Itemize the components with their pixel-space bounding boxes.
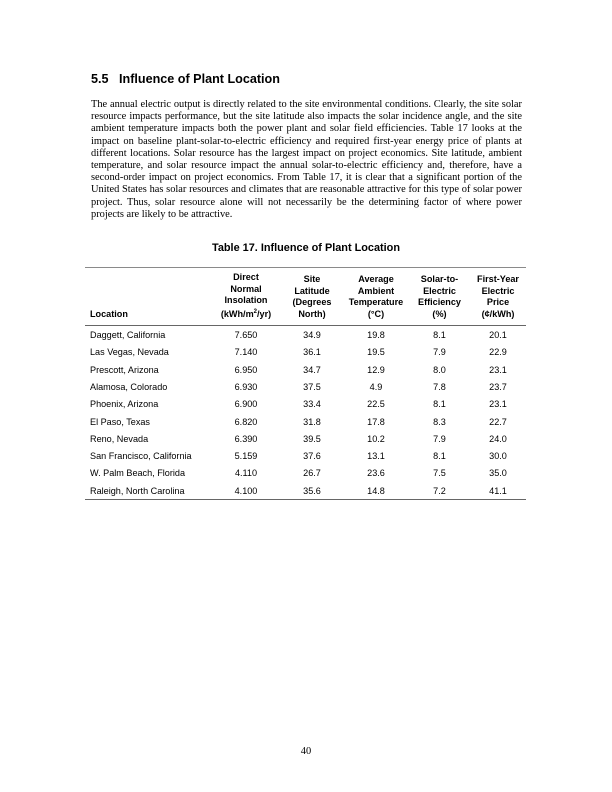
cell-temperature: 19.8 [367,330,385,341]
cell-latitude: 31.8 [303,416,321,427]
table-row [85,413,526,430]
cell-insolation: 6.820 [234,416,258,427]
cell-latitude: 35.6 [281,482,343,500]
section-number: 5.5 [91,72,109,86]
page-number: 40 [300,746,312,757]
cell-efficiency: 7.9 [433,347,446,358]
cell-latitude: 34.7 [303,364,321,375]
header-price: First-Year Electric Price (¢/kWh) [470,268,526,326]
cell-efficiency: 7.5 [433,468,446,479]
cell-temperature: 13.1 [367,451,385,462]
table-caption: Table 17. Influence of Plant Location [212,242,400,254]
table-row [85,430,526,447]
cell-insolation: 6.950 [234,364,258,375]
cell-price: 35.0 [489,468,507,479]
cell-price: 20.1 [489,330,507,341]
cell-temperature: 23.6 [367,468,385,479]
table-header-row [85,268,526,326]
cell-insolation: 4.110 [234,468,258,479]
header-insolation: Direct Normal Insolation $(kWh/m^2/yr)$ [211,268,281,326]
table-row [85,482,526,500]
header-location: Location [85,268,211,326]
table-body [85,326,526,500]
table-row [85,378,526,395]
cell-location: El Paso, Texas [90,416,150,427]
cell-location: Las Vegas, Nevada [90,347,169,358]
cell-efficiency: 8.1 [433,399,446,410]
table-row [85,361,526,378]
cell-temperature: 4.9 [369,381,383,392]
cell-insolation: 7.650 [234,330,258,341]
table-row [85,465,526,482]
cell-insolation: 4.100 [211,482,281,500]
cell-price: 23.7 [489,381,507,392]
header-efficiency: Solar-to- Electric Efficiency (%) [409,268,470,326]
section-title: Influence of Plant Location [119,72,280,86]
table-row [85,447,526,464]
cell-location: Raleigh, North Carolina [85,482,211,500]
cell-insolation: 6.900 [234,399,258,410]
cell-location: San Francisco, California [90,451,192,462]
cell-temperature: 10.2 [367,433,385,444]
cell-latitude: 37.5 [303,381,321,392]
cell-insolation: 6.930 [234,381,258,392]
table-row [85,326,526,344]
section-heading [91,72,280,86]
cell-temperature: 22.5 [367,399,385,410]
cell-location: Prescott, Arizona [90,364,159,375]
cell-location: W. Palm Beach, Florida [90,468,186,479]
cell-price: 23.1 [489,399,507,410]
cell-location: Alamosa, Colorado [90,381,168,392]
location-table [85,267,526,500]
cell-insolation: 7.140 [234,347,258,358]
cell-latitude: 39.5 [303,433,321,444]
cell-price: 22.7 [489,416,507,427]
cell-insolation: 5.159 [234,451,258,462]
cell-price: 24.0 [489,433,507,444]
cell-latitude: 37.6 [303,451,321,462]
cell-efficiency: 7.9 [433,433,446,444]
table-row [85,396,526,413]
cell-price: 23.1 [489,364,507,375]
cell-temperature: 17.8 [367,416,385,427]
body-paragraph: The annual electric output is directly related to the site environmental conditions. Clearly, the site solar resource impacts performance, but the site latitude also impacts the solar incidence angle, and the site ambient temperature impacts both the power plant and solar field efficiencies. Table 17 looks at the impact on baseline plant-solar-to-electric efficiency and required first-year energy price of plants at different locations. Solar resource has the largest impact on project economics. Site latitude, ambient temperature, and solar resource impact the annual solar-to-electric efficiency and, therefore, have a second-order impact on project economics. From Table 17, it is clear that a significant portion of the United States has solar resources and climates that are reasonable attractive for this type of solar power project. Thus, solar resource alone will not necessarily be the determining factor of where power projects are likely to be attractive. [91,99,522,220]
cell-latitude: 33.4 [303,399,321,410]
cell-insolation: 6.390 [234,433,258,444]
cell-efficiency: 8.3 [433,416,446,427]
cell-location: Reno, Nevada [90,433,149,444]
cell-latitude: 34.9 [303,330,321,341]
table-row [85,344,526,361]
cell-location: Daggett, California [90,330,166,341]
cell-efficiency: 8.0 [433,364,446,375]
cell-price: 41.1 [470,482,526,500]
cell-latitude: 36.1 [303,347,321,358]
cell-efficiency: 7.2 [409,482,470,500]
cell-efficiency: 8.1 [433,451,446,462]
cell-temperature: 19.5 [367,347,385,358]
cell-efficiency: 8.1 [433,330,446,341]
header-latitude: Site Latitude (Degrees North) [281,268,343,326]
cell-latitude: 26.7 [303,468,321,479]
cell-temperature: 12.9 [367,364,385,375]
cell-price: 22.9 [489,347,507,358]
header-temperature: Average Ambient Temperature (°C) [343,268,409,326]
cell-temperature: 14.8 [343,482,409,500]
cell-price: 30.0 [489,451,507,462]
cell-efficiency: 7.8 [433,381,446,392]
cell-location: Phoenix, Arizona [90,399,159,410]
